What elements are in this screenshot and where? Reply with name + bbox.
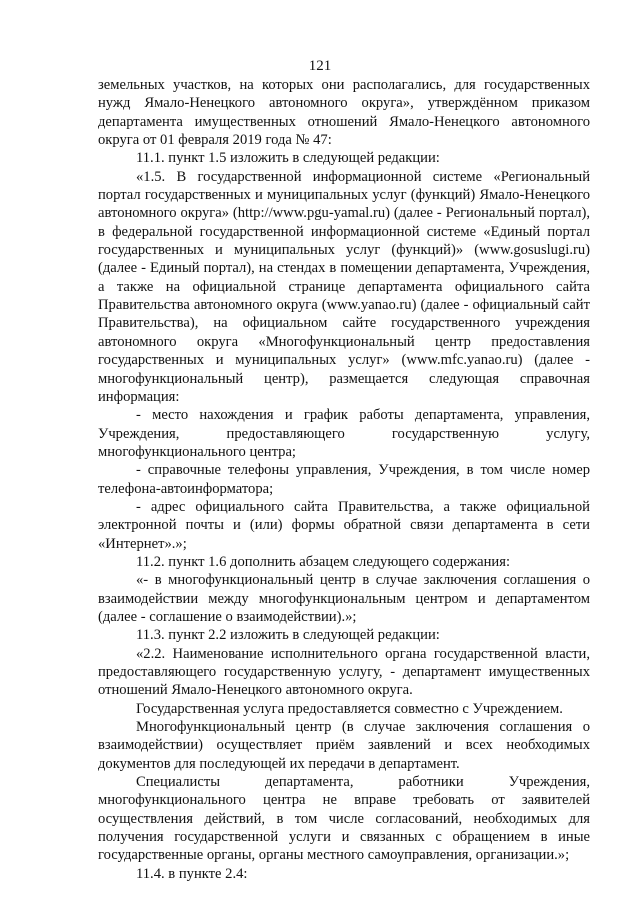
paragraph-6: - адрес официального сайта Правительства, а также официальной электронной почты и (или) формы обратной связи департамента в сети «Интернет».»; <box>98 498 590 552</box>
page-number: 121 <box>308 58 332 74</box>
paragraph-11: Государственная услуга предоставляется совместно с Учреждением. <box>136 700 563 717</box>
paragraph-10: «2.2. Наименование исполнительного органа государственной власти, предоставляющего государственную услугу, - департамент имущественных отношений Ямало-Ненецкого автономного округа. <box>98 645 590 699</box>
paragraph-3: «1.5. В государственной информационной системе «Региональный портал государственных и муниципальных услуг (функций) Ямало-Ненецкого автономного округа» (http://www.pgu-yamal.ru) (далее - Региональный портал), в федеральной государственной информационной системе «Единый портал государственных и муниципальных услуг (функций)» (www.gosuslugi.ru) (далее - Единый портал), на стендах в помещении департамента, Учреждения, а также на официальной странице департамента официального сайта Правительства автономного округа (www.yanao.ru) (далее - официальный сайт Правительства), на официальном сайте государственного учреждения автономного округа «Многофункциональный центр предоставления государственных и муниципальных услуг» (www.mfc.yanao.ru) (далее - многофункциональный центр), размещается следующая справочная информация: <box>98 168 590 405</box>
paragraph-1: земельных участков, на которых они располагались, для государственных нужд Ямало-Ненецкого автономного округа», утверждённом приказом департамента имущественных отношений Ямало-Ненецкого автономного округа от 01 февраля 2019 года № 47: <box>98 77 590 149</box>
paragraph-12: Многофункциональный центр (в случае заключения соглашения о взаимодействии) осуществляет приём заявлений и всех необходимых документов для последующей их передачи в департамент. <box>98 719 590 772</box>
paragraph-13: Специалисты департамента, работники Учреждения, многофункционального центра не вправе требовать от заявителей осуществления действий, в том числе согласований, необходимых для получения государственной услуги и связанных с обращением в иные государственные органы, органы местного самоуправления, организации.»; <box>98 774 590 864</box>
paragraph-4: - место нахождения и график работы департамента, управления, Учреждения, предоставляющего государственную услугу, многофункционального центра; <box>98 407 590 460</box>
paragraph-7: 11.2. пункт 1.6 дополнить абзацем следующего содержания: <box>136 553 511 570</box>
paragraph-8: «- в многофункциональный центр в случае заключения соглашения о взаимодействии между многофункциональным центром и департаментом (далее - соглашение о взаимодействии).»; <box>98 572 590 625</box>
paragraph-14: 11.4. в пункте 2.4: <box>136 865 248 882</box>
document-body <box>98 76 590 883</box>
paragraph-2: 11.1. пункт 1.5 изложить в следующей редакции: <box>136 150 440 167</box>
paragraph-5: - справочные телефоны управления, Учреждения, в том числе номер телефона-автоинформатора; <box>98 462 590 497</box>
paragraph-9: 11.3. пункт 2.2 изложить в следующей редакции: <box>136 627 440 644</box>
